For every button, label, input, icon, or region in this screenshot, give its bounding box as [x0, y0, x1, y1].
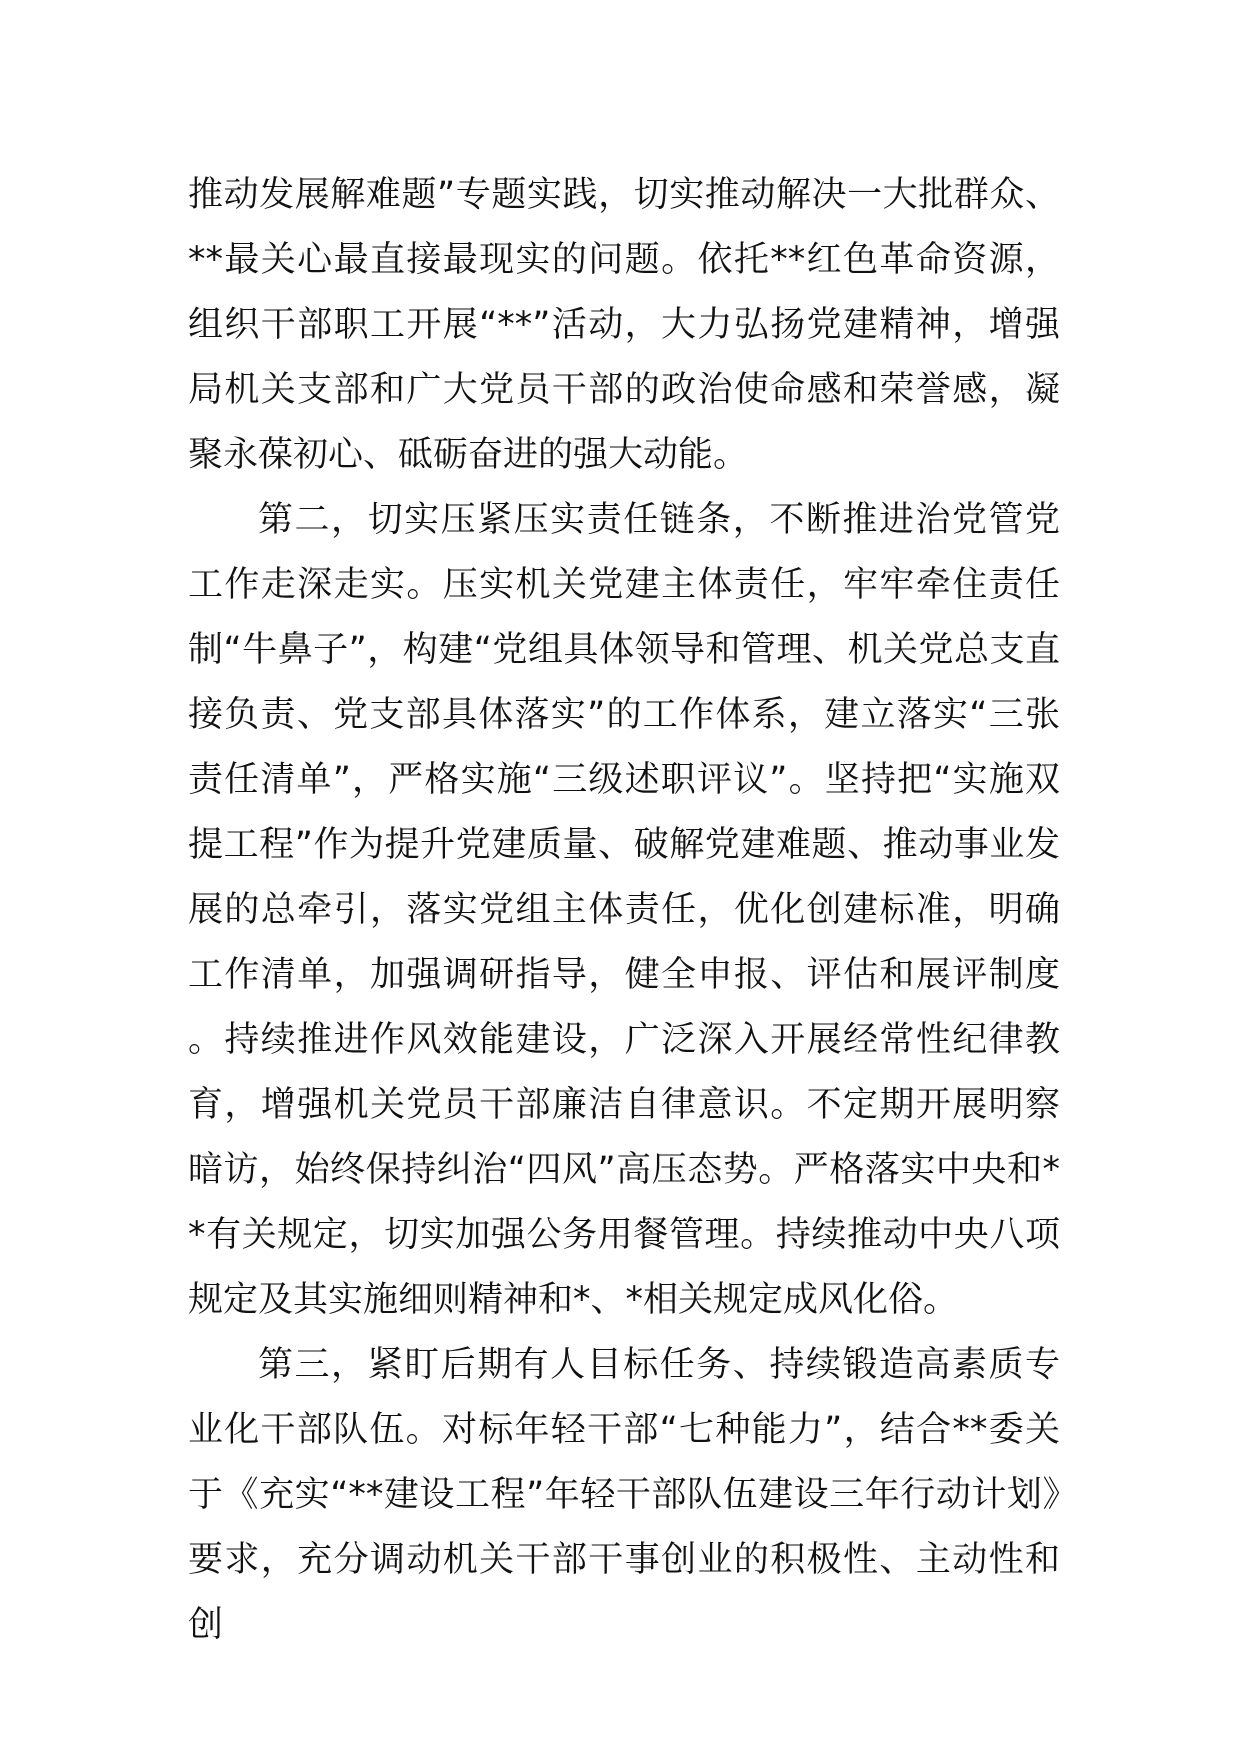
paragraph-3: 第三，紧盯后期有人目标任务、持续锻造高素质专业化干部队伍。对标年轻干部“七种能力”，结合**委关于《充实“**建设工程”年轻干部队伍建设三年行动计划》要求，充分调动机关干部干事创业的积极性、主动性和创 — [188, 1345, 1060, 1645]
document-body — [188, 163, 1060, 1658]
paragraph-1: 推动发展解难题”专题实践，切实推动解决一大批群众、**最关心最直接最现实的问题。依托**红色革命资源，组织干部职工开展“**”活动，大力弘扬党建精神，增强局机关支部和广大党员干部的政治使命感和荣誉感，凝聚永葆初心、砥砺奋进的强大动能。 — [188, 175, 1060, 475]
paragraph-2: 第二，切实压紧压实责任链条，不断推进治党管党工作走深走实。压实机关党建主体责任，牢牢牵住责任制“牛鼻子”，构建“党组具体领导和管理、机关党总支直接负责、党支部具体落实”的工作体系，建立落实“三张责任清单”，严格实施“三级述职评议”。坚持把“实施双提工程”作为提升党建质量、破解党建难题、推动事业发展的总牵引，落实党组主体责任，优化创建标准，明确工作清单，加强调研指导，健全申报、评估和展评制度。持续推进作风效能建设，广泛深入开展经常性纪律教育，增强机关党员干部廉洁自律意识。不定期开展明察暗访，始终保持纠治“四风”高压态势。严格落实中央和**有关规定，切实加强公务用餐管理。持续推动中央八项规定及其实施细则精神和*、*相关规定成风化俗。 — [188, 500, 1061, 1320]
